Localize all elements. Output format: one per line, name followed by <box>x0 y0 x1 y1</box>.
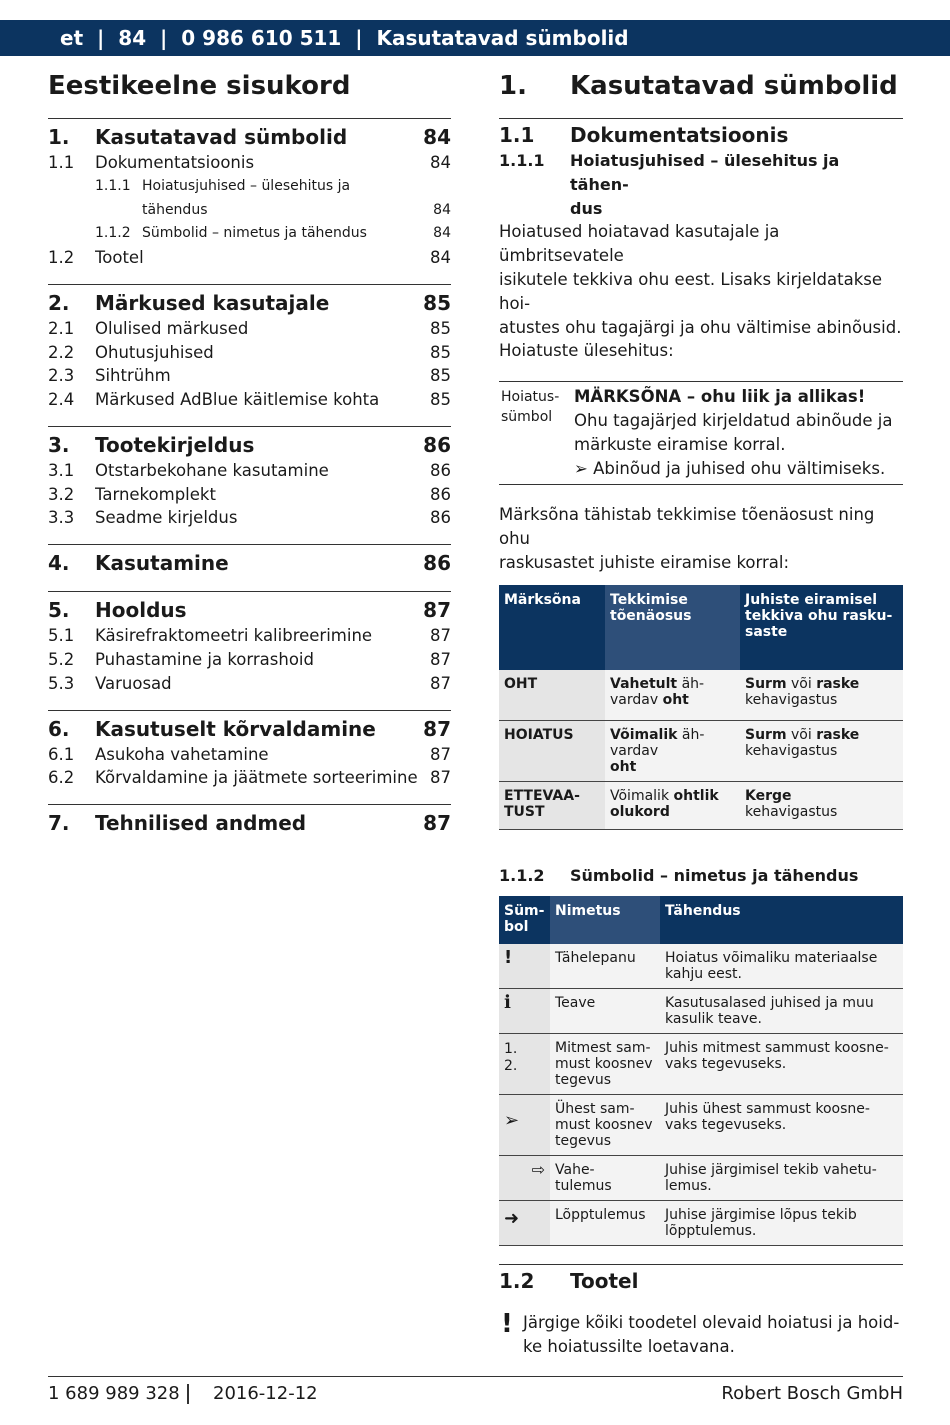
toc-entry[interactable]: 2.3 Sihtrühm 85 <box>48 366 451 386</box>
toc-entry[interactable]: 4. Kasutamine 86 <box>48 551 451 576</box>
toc-entry[interactable]: 6. Kasutuselt kõrvaldamine 87 <box>48 716 451 741</box>
section-title-text: Kasutatavad sümbolid <box>570 71 898 101</box>
toc-group <box>48 426 451 530</box>
signal-word-intro: Märksõna tähistab tekkimise tõenäosust ning ohu raskusastet juhiste eiramise korral: <box>499 505 875 572</box>
table-row: ℹ Teave Kasutusalased juhised ja muu kasulik teave. <box>499 989 903 1034</box>
toc-entry[interactable]: 1.2 Tootel 84 <box>48 247 451 267</box>
toc-entry[interactable]: 6.2 Kõrvaldamine ja jäätmete sorteerimine 87 <box>48 768 451 788</box>
toc-entry[interactable]: 2.2 Ohutusjuhised 85 <box>48 342 451 362</box>
toc-entry[interactable]: 1.1 Dokumentatsioonis 84 <box>48 153 451 172</box>
toc-entry[interactable]: 1. Kasutatavad sümbolid 84 <box>48 125 451 149</box>
table-row: ⇨ Vahe- tulemus Juhise järgimisel tekib vahetu- lemus. <box>499 1156 903 1201</box>
warning-structure-box <box>499 381 903 485</box>
toc-group <box>48 591 451 695</box>
info-icon: ℹ <box>504 992 511 1014</box>
warnings-intro-paragraph: Hoiatused hoiatavad kasutajale ja ümbritsevatele isikutele tekkiva ohu eest. Lisaks kirjeldatakse hoi- atustes ohu tagajärgi ja ohu vältimise abinõusid. Hoiatuste ülesehitus: <box>499 222 902 361</box>
toc-entry[interactable]: 7. Tehnilised andmed 87 <box>48 811 451 836</box>
footer-doc-number: 1 689 989 328 <box>48 1383 180 1404</box>
symbol-col-header-3: Tähendus <box>660 896 903 944</box>
toc-title: Eestikeelne sisukord <box>48 71 351 101</box>
signal-col-header-3: Juhiste eiramisel tekkiva ohu rasku- saste <box>740 585 903 670</box>
toc-group <box>48 284 451 412</box>
symbols-section <box>499 68 903 1359</box>
exclamation-icon: ! <box>504 947 513 969</box>
toc-entry[interactable]: 5.3 Varuosad 87 <box>48 673 451 693</box>
toc-entry[interactable]: 2.4 Märkused AdBlue käitlemise kohta 85 <box>48 390 451 410</box>
toc-entry[interactable]: 2. Märkused kasutajale 85 <box>48 290 451 315</box>
warning-symbol-label: Hoiatus- sümbol <box>501 389 560 426</box>
table-row: ETTEVAA- TUST Võimalik ohtlik olukord Kerge kehavigastus <box>499 782 903 830</box>
table-row: ➢ Ühest sam- must koosnev tegevus Juhis ühest sammust koosne- vaks tegevuseks. <box>499 1095 903 1156</box>
toc-entry[interactable]: 3.1 Otstarbekohane kasutamine 86 <box>48 460 451 480</box>
warning-headline: MÄRKSÕNA – ohu liik ja allikas! <box>574 387 866 407</box>
signal-col-header-1: Märksõna <box>499 585 605 670</box>
toc-entry[interactable]: 1.1.1 Hoiatusjuhised – ülesehitus ja <box>95 177 351 194</box>
signal-word-table <box>499 585 903 831</box>
toc-entry[interactable]: 6.1 Asukoha vahetamine 87 <box>48 744 451 764</box>
hollow-arrow-icon: ⇨ <box>531 1160 545 1180</box>
toc-group <box>48 118 451 270</box>
exclamation-icon: ! <box>501 1309 513 1340</box>
subsection-heading-1-1-2: 1.1.2 Sümbolid – nimetus ja tähendus <box>499 866 859 886</box>
toc-entry-continuation: tähendus 84 <box>142 201 451 218</box>
arrowhead-icon: ➢ <box>504 1110 520 1132</box>
toc-entry[interactable]: 3.3 Seadme kirjeldus 86 <box>48 508 451 528</box>
section-title-number: 1. <box>499 71 527 101</box>
toc-entry[interactable]: 1.1.2 Sümbolid – nimetus ja tähendus 84 <box>95 225 451 242</box>
table-row: HOIATUS Võimalik äh- vardav oht Surm või raske kehavigastus <box>499 721 903 782</box>
toc-entry[interactable]: 5.1 Käsirefraktomeetri kalibreerimine 87 <box>48 626 451 646</box>
table-row: ! Tähelepanu Hoiatus võimaliku materiaalse kahju eest. <box>499 944 903 989</box>
symbol-col-header-1: Süm- bol <box>499 896 550 944</box>
subsection-heading-1-1-1: 1.1.1 Hoiatusjuhised – ülesehitus ja tähen- dus <box>499 151 840 218</box>
toc-entry[interactable]: 3.2 Tarnekomplekt 86 <box>48 484 451 504</box>
toc-entry[interactable]: 3. Tootekirjeldus 86 <box>48 432 451 457</box>
signal-col-header-2: Tekkimise tõenäosus <box>605 585 740 670</box>
toc-entry[interactable]: 2.1 Olulised märkused 85 <box>48 318 451 338</box>
toc-entry[interactable]: 5. Hooldus 87 <box>48 598 451 623</box>
table-row: ➜ Lõpptulemus Juhise järgimise lõpus tekib lõpptulemus. <box>499 1201 903 1246</box>
section-title <box>499 68 903 118</box>
toc-group <box>48 710 451 791</box>
subsection-heading-1-1: 1.1 Dokumentatsioonis <box>499 123 789 147</box>
solid-arrow-icon: ➜ <box>504 1208 520 1230</box>
page-header-bar <box>0 20 950 56</box>
toc-groups <box>48 118 451 837</box>
symbol-table <box>499 896 903 1246</box>
page-header-text: et | 84 | 0 986 610 511 | Kasutatavad sümbolid <box>60 26 629 50</box>
table-of-contents <box>48 68 451 837</box>
numbered-steps-icon: 1. 2. <box>504 1041 518 1075</box>
table-row: 1. 2. Mitmest sam- must koosnev tegevus Juhis mitmest sammust koosne- vaks tegevuseks. <box>499 1034 903 1095</box>
warning-structure-body: MÄRKSÕNA – ohu liik ja allikas! Ohu tagajärjed kirjeldatud abinõude ja märkuste eiramise korral. ➢ Abinõud ja juhised ohu vältimiseks. <box>574 385 903 480</box>
toc-group <box>48 804 451 837</box>
symbol-col-header-2: Nimetus <box>550 896 660 944</box>
table-row: OHT Vahetult äh- vardav oht Surm või raske kehavigastus <box>499 670 903 721</box>
product-warning-note: ! Järgige kõiki toodetel olevaid hoiatusi ja hoid- ke hoiatussilte loetavana. <box>499 1311 903 1359</box>
footer-date: 2016-12-12 <box>213 1383 318 1404</box>
footer-company: Robert Bosch GmbH <box>721 1383 903 1404</box>
toc-group <box>48 544 451 577</box>
subsection-heading-1-2: 1.2 Tootel <box>499 1269 639 1294</box>
toc-entry[interactable]: 5.2 Puhastamine ja korrashoid 87 <box>48 650 451 670</box>
